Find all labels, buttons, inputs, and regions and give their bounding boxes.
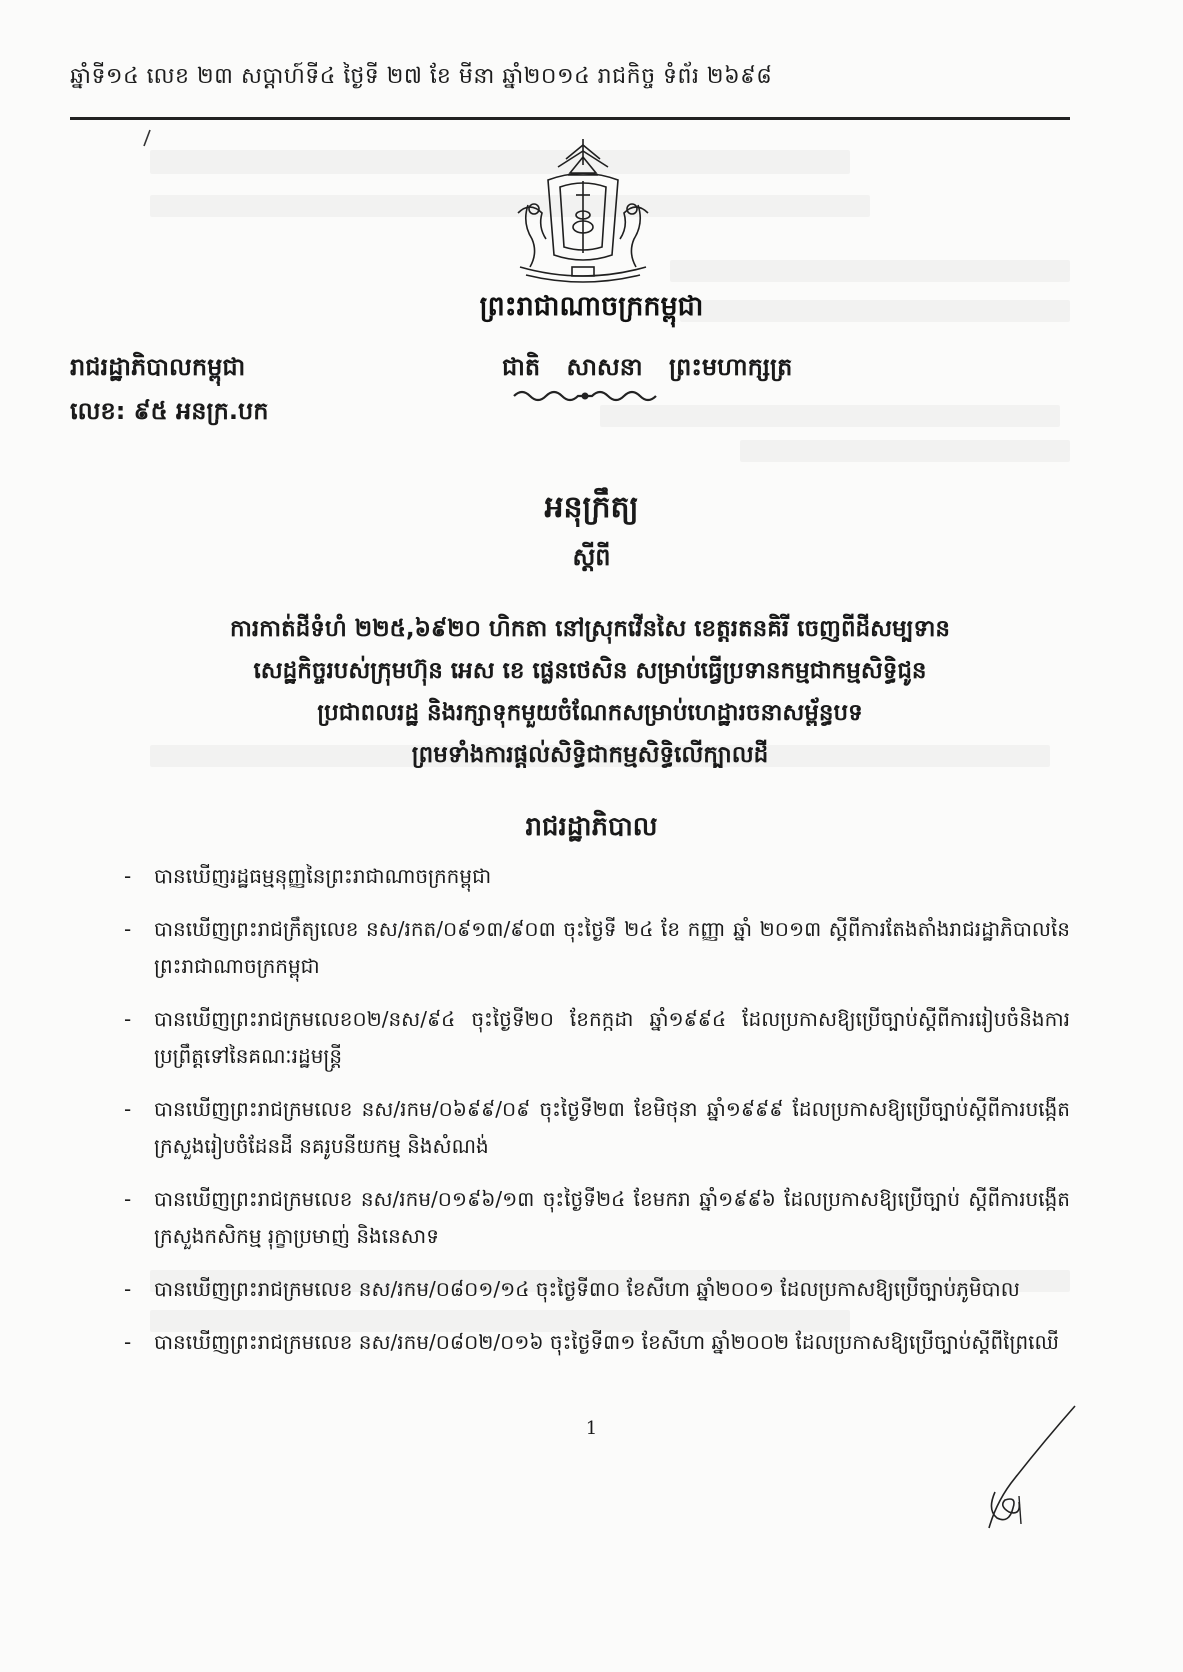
consideration-text: បានឃើញព្រះរាជក្រឹត្យលេខ នស/រកត/០៩១៣/៩០៣ ចុះថ្ងៃទី ២៤ ខែ កញ្ញា ឆ្នាំ ២០១៣ ស្តីពីការតែងតាំងរាជរដ្ឋាភិបាលនៃព្រះរាជាណាចក្រកម្ពុជា [154, 917, 1070, 978]
bullet-dash: - [124, 1277, 132, 1301]
signature-icon [975, 1400, 1085, 1550]
national-motto: ជាតិ សាសនា ព្រះមហាក្សត្រ [502, 353, 793, 381]
subject-line: ប្រជាពលរដ្ឋ និងរក្សាទុកមួយចំណែកសម្រាប់ហេដ្ឋារចនាសម្ព័ន្ធបទ [317, 700, 863, 726]
government-heading: រាជរដ្ឋាភិបាល [525, 812, 658, 842]
header-rule [70, 117, 1070, 120]
consideration-text: បានឃើញព្រះរាជក្រមលេខ នស/រកម/០៦៩៩/០៩ ចុះថ្ងៃទី២៣ ខែមិថុនា ឆ្នាំ១៩៩៩ ដែលប្រកាសឱ្យប្រើច្បាប់ស្តីពីការបង្កើតក្រសួងរៀបចំដែនដី នគរូបនីយកម្ម និងសំណង់ [154, 1097, 1070, 1158]
bullet-dash: - [124, 1097, 132, 1121]
consideration-text: បានឃើញព្រះរាជក្រមលេខ០២/នស/៩៤ ចុះថ្ងៃទី២០ ខែកក្កដា ឆ្នាំ១៩៩៤ ដែលប្រកាសឱ្យប្រើច្បាប់ស្តីពីការរៀបចំនិងការប្រព្រឹត្តទៅនៃគណៈរដ្ឋមន្ត្រី [154, 1007, 1070, 1068]
royal-coat-of-arms-icon [508, 135, 658, 285]
page-number: 1 [585, 1418, 598, 1439]
list-item [120, 1091, 1070, 1165]
list-item [120, 858, 1070, 895]
gazette-header: ឆ្នាំទី១៤ លេខ ២៣ សប្តាហ៍ទី៤ ថ្ងៃទី ២៧ ខែ មីនា ឆ្នាំ២០១៤ រាជកិច្ច ទំព័រ ២៦៩៨ [70, 64, 773, 89]
document-subject [110, 608, 1070, 776]
bleed-through-block [600, 405, 1060, 427]
pen-tick-mark [140, 128, 154, 148]
bleed-through-block [670, 260, 1070, 282]
list-item [120, 1271, 1070, 1308]
list-item [120, 1324, 1070, 1361]
subject-line: សេដ្ឋកិច្ចរបស់ក្រុមហ៊ុន អេស ខេ ផ្លេនថេសិន សម្រាប់ធ្វើប្រទានកម្មជាកម្មសិទ្ធិជូន [253, 658, 927, 684]
bleed-through-block [150, 150, 850, 174]
list-item [120, 1001, 1070, 1075]
document-about: ស្តីពី [572, 543, 611, 571]
subject-line: ព្រមទាំងការផ្តល់សិទ្ធិជាកម្មសិទ្ធិលើក្បាលដី [411, 742, 769, 768]
bullet-dash: - [124, 1007, 132, 1031]
bullet-dash: - [124, 1187, 132, 1211]
consideration-text: បានឃើញរដ្ឋធម្មនុញ្ញនៃព្រះរាជាណាចក្រកម្ពុជា [154, 864, 492, 888]
bullet-dash: - [124, 917, 132, 941]
consideration-text: បានឃើញព្រះរាជក្រមលេខ នស/រកម/០១៩៦/១៣ ចុះថ្ងៃទី២៤ ខែមករា ឆ្នាំ១៩៩៦ ដែលប្រកាសឱ្យប្រើច្បាប់ ស្តីពីការបង្កើតក្រសួងកសិកម្ម រុក្ខាប្រមាញ់ និងនេសាទ [154, 1187, 1070, 1248]
kingdom-title: ព្រះរាជាណាចក្រកម្ពុជា [479, 291, 704, 322]
subject-line: ការកាត់ដីទំហំ ២២៥,៦៩២០ ហិកតា នៅស្រុកវើនសៃ ខេត្តរតនគិរី ចេញពីដីសម្បទាន [229, 616, 951, 642]
bullet-dash: - [124, 1330, 132, 1354]
bleed-through-block [740, 440, 1070, 462]
consideration-text: បានឃើញព្រះរាជក្រមលេខ នស/រកម/០៨០២/០១៦ ចុះថ្ងៃទី៣១ ខែសីហា ឆ្នាំ២០០២ ដែលប្រកាសឱ្យប្រើច្បាប់ស្តីពីព្រៃឈើ [154, 1330, 1059, 1354]
considerations-list [120, 858, 1070, 1377]
motto-ornament-icon [510, 388, 660, 404]
list-item [120, 1181, 1070, 1255]
bullet-dash: - [124, 864, 132, 888]
document-type: អនុក្រឹត្យ [544, 490, 639, 525]
consideration-text: បានឃើញព្រះរាជក្រមលេខ នស/រកម/០៨០១/១៤ ចុះថ្ងៃទី៣០ ខែសីហា ឆ្នាំ២០០១ ដែលប្រកាសឱ្យប្រើច្បាប់ភូមិបាល [154, 1277, 1020, 1301]
list-item [120, 911, 1070, 985]
document-number: លេខ: ៩៥ អនក្រ.បក [70, 397, 269, 425]
issuing-authority: រាជរដ្ឋាភិបាលកម្ពុជា [70, 353, 246, 381]
